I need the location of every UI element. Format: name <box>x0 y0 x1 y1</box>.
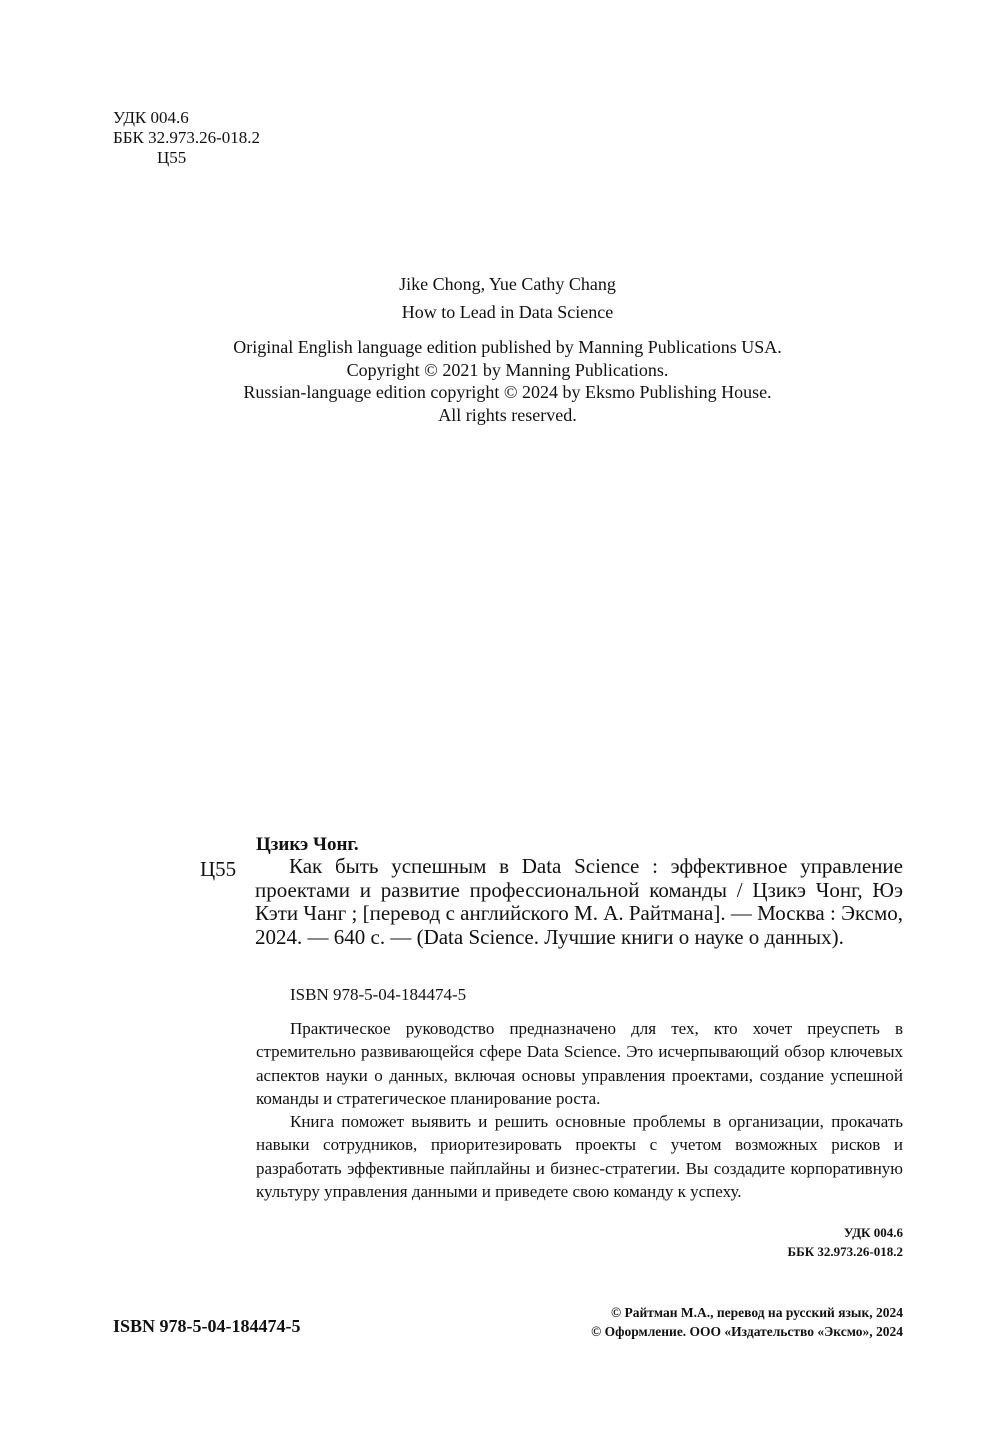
rights-line: All rights reserved. <box>438 404 577 425</box>
original-authors: Jike Chong, Yue Cathy Chang <box>399 274 616 294</box>
bibliographic-description: Как быть успешным в Data Science : эффективное управление проектами и развитие профессиональной команды / Цзикэ Чонг, Юэ Кэти Чанг ; [перевод с английского М. А. Райтмана]. — Москва : Эксмо, 2024. — 640 с. — (Data Science. Лучшие книги о науке о данных). <box>255 854 903 949</box>
bbk-code: ББК 32.973.26-018.2 <box>787 1244 903 1259</box>
udk-code: УДК 004.6 <box>843 1225 903 1240</box>
rights-line: Copyright © 2021 by Manning Publications. <box>346 359 669 380</box>
original-rights-block <box>0 336 987 426</box>
classification-block-bottom <box>700 1223 903 1261</box>
udk-code: УДК 004.6 <box>113 108 189 127</box>
annotation <box>256 1017 903 1203</box>
copyright-line: © Райтман М.А., перевод на русский язык, 2024 <box>611 1305 903 1320</box>
footer-isbn: ISBN 978-5-04-184474-5 <box>113 1316 301 1336</box>
original-title: How to Lead in Data Science <box>401 302 614 322</box>
copyright-line: © Оформление. ООО «Издательство «Эксмо», 2024 <box>591 1324 903 1339</box>
rights-line: Original English language edition published by Manning Publications USA. <box>233 337 782 357</box>
annotation-paragraph: Практическое руководство предназначено для тех, кто хочет преуспеть в стремительно развивающейся сфере Data Science. Это исчерпывающий обзор ключевых аспектов науки о данных, включая основы управления проектами, создание успешной команды и стратегическое планирование роста. <box>256 1019 903 1108</box>
rights-line: Russian-language edition copyright © 2024 by Eksmo Publishing House. <box>243 382 772 402</box>
classification-block-top <box>113 108 260 168</box>
record-cutter-code: Ц55 <box>200 857 237 881</box>
bbk-code: ББК 32.973.26-018.2 <box>113 128 261 147</box>
annotation-paragraph: Книга поможет выявить и решить основные проблемы в организации, прокачать навыки сотрудников, приоритезировать проекты с учетом возможных рисков и разработать эффективные пайплайны и бизнес-стратегии. Вы создадите корпоративную культуру управления данными и приведете свою команду к успеху. <box>256 1112 903 1202</box>
copyright-notices <box>500 1303 903 1341</box>
record-author-heading: Цзикэ Чонг. <box>256 834 359 855</box>
cutter-code: Ц55 <box>157 148 187 167</box>
record-isbn: ISBN 978-5-04-184474-5 <box>290 985 467 1004</box>
